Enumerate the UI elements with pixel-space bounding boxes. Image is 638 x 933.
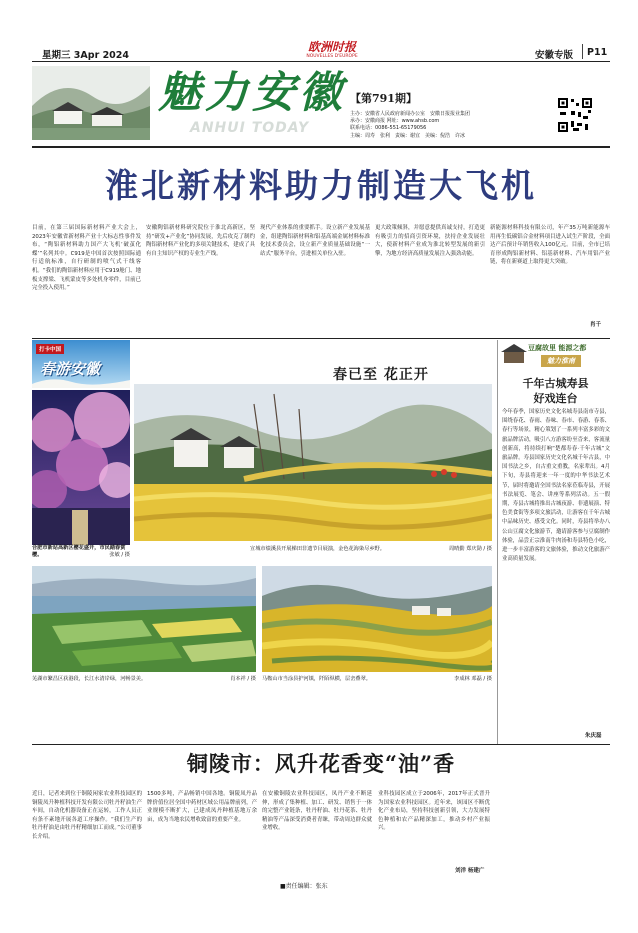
photo-maanshan-fields [262,566,492,672]
sidebar-byline: 朱庆磊 [585,733,602,739]
caption-text: 合肥市新站高新区樱花盛开，市民踏春赏樱。 [32,545,126,558]
header-divider [582,44,583,59]
masthead-photo [32,66,150,140]
lead-headline: 淮北新材料助力制造大飞机 [105,166,537,205]
second-byline: 刘洋 杨建广 [455,868,485,874]
caption-wuhu [32,676,256,683]
newspaper-logo [292,41,372,60]
caption-credit: 周晴勤 郑庆勋 / 摄 [448,546,492,552]
second-column: 在安徽铜陵农业科技园区，凤丹产业不断延伸，形成了集种植、加工、研发、销售于一体的完整产业链条，牡丹籽油、牡丹花茶、牡丹精油等产品深受消费者青睐，带动周边群众就业增收。 [262,791,372,832]
lead-column: 更大政策倾斜，并愿意提供真诚支持，打造更有吸引力的招商引资环境，扶持企业发展壮大，使新材料产业成为淮北转型发展的新引擎，为地方经济高质量发展注入强劲动能。 [375,225,485,257]
sidebar-label-1: 豆腐故里 能源之都 [528,344,587,352]
masthead-rule [32,146,610,148]
info-line: 主办：安徽省人民政府新闻办公室 安徽日报报业集团 [350,111,471,117]
sidebar-headline-2: 好戏连台 [533,392,578,405]
second-column: 1500多吨，产品畅销中国各地。铜陵凤丹品牌价值位居全国中药材区域公用品牌前列，产业规模不断扩大，已建成凤丹种植基地万余亩，成为当地农民增收致富的重要产业。 [147,791,257,823]
sidebar-label-2: 魅力淮南 [541,355,581,367]
masthead-subtitle: ANHUI TODAY [190,120,310,136]
sidebar-header [501,341,610,371]
feature-rule [32,744,610,745]
info-line: 联系电话：0086-551-65179056 [350,125,427,132]
feature-title: 春已至 花正开 [333,367,429,383]
caption-text: 马鞍山市当涂县护河镇，阡陌纵横，层峦叠翠。 [262,676,371,682]
qr-code [557,97,593,133]
caption-text: 芜湖市繁昌区获港段，长江水清岸绿，河畅景美。 [32,676,147,682]
feature-kicker-2: 春游安徽 [40,360,101,378]
sidebar-text: 今年春季，国家历史文化名城寿县南市寺县，围绕春花、春雨、春味、春市、春游、春茶、春行等场景，精心策划了一系列丰富多彩的文旅品牌活动，吸引八方游客纷至沓来，客流量创新高，将持续打响“楚都寿春·千年古城”文旅品牌。寿县国家历史文化名城千年古县，中国书法之乡，自古重文重教，名家辈出。4月下旬，寿县将迎来一年一度的中华书法艺术节，届时将邀请全国书法名家莅临寿县，开展书法展览、笔会、讲座等系列活动。五一假期，寿县古城将推出古城夜游、非遗展演、特色美食街等多项文旅活动，让游客在千年古城中品味历史、感受文化。同时，寿县将举办八公山豆腐文化旅游节，邀请游客参与豆腐制作体验，品尝正宗淮南牛肉汤和寿县特色小吃，进一步丰富游客的文旅体验，推动文化旅游产业高质量发展。 [502,409,610,563]
caption-jixi [250,546,492,553]
info-line: 承办：安徽商报 网址：www.ahsb.com [350,118,440,125]
footer-editor: ■责任编辑：张东 [280,883,328,890]
feature-kicker: 打卡中国 [36,344,64,354]
header-rule [32,61,610,62]
lead-column: 安徽陶铝新材料研究院位于淮北高新区，坚持“研发+产业化”协同发展，先后攻克了制约陶铝新材料产业化的多项关键技术，建成了具有自主知识产权的专业生产线。 [146,225,255,257]
caption-credit: 李成林 邓磊 / 摄 [454,676,492,682]
feature-banner [32,340,130,388]
header-date: 星期三 3Apr 2024 [42,50,130,61]
page-number: P11 [587,47,608,58]
photo-cherry-blossom [32,390,130,545]
building-icon [501,343,527,365]
masthead-info [350,111,540,140]
lead-column: 新能源材料科技有限公司，年产35万吨新能源车用再生低碳铝合金材料项目进入试生产阶段，全面达产后预计年销售收入100亿元。目前，全市已培育形成陶铝新材料、铝基新材料、汽车用铝产业链，将在新赛道上取得更大突破。 [490,225,610,266]
lead-rule [32,338,610,339]
logo-cn: 欧洲时报 [307,40,356,54]
second-headline: 铜陵市：风升花香变“油”香 [186,751,456,776]
logo-fr: NOUVELLES D'EUROPE [306,54,358,59]
caption-maanshan [262,676,492,683]
caption-credit: 张敏 / 摄 [109,552,130,558]
info-line: 主编：周寿 张利 责编：谢宜 美编：倪浩 许冰 [350,132,466,139]
photo-wuhu-river [32,566,256,672]
lead-column: 目前，在第三届国际新材料产业大会上，2023年安徽省新材料产业十大标志性事件发布，“陶铝新材料助力国产大飞机‘破茧化蝶’”名列其中。C919是中国首次按照国际通行适航标准，自行研制的喷气式干线客机。“我们的陶铝新材料应用于C919舱门、地板支撑梁、飞机蒙皮等多处机身零件，目前已完全投入使用。” [32,225,141,292]
masthead-title: 魅力安徽 [158,68,346,118]
lead-byline: 肖千 [590,322,602,328]
photo-jixi-village [134,384,492,541]
edition-label: 安徽专版 [535,50,574,61]
lead-column: 现代产业体系的重要抓手。设立新产业发展基金，组建陶铝新材料和铝基高端金属材料标准化技术委员会，设立新产业质量基础设施“一站式”服务平台，引进相关单位入驻。 [260,225,370,257]
second-column: 近日，记者来到位于铜陵闲家农业科技园区的铜陵凤升种植科技开发有限公司牡丹籽油生产车间，自动化机器设备正在运转，工作人员正有条不紊地开展各道工序操作。“我们生产的牡丹籽油是由牡丹籽精细加工而成。”公司董事长介绍。 [32,791,142,840]
second-column: 业科技园区成立于2006年，2017年正式晋升为国家农业科技园区。近年来，该园区不断优化产业布局，坚持科技创新引领，大力发展特色种植和农产品精深加工，推动乡村产业振兴。 [378,791,490,832]
caption-credit: 肖本祥 / 摄 [230,676,256,682]
caption-text: 宣城市绩溪县开展梯田非遗节目展演，金色花海染尽乡野。 [250,546,385,552]
sidebar-headline-1: 千年古城寿县 [522,377,589,390]
issue-number: 【第791期】 [350,92,417,105]
sidebar-divider [497,340,498,744]
